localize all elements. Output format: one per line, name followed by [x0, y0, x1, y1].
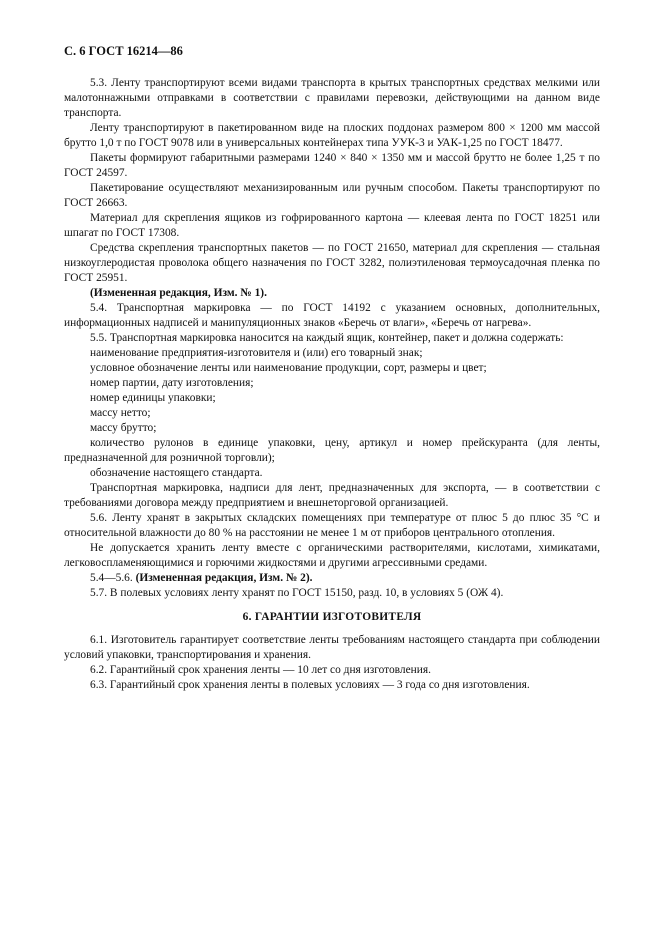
revision-note-2-text: (Измененная редакция, Изм. № 2).	[135, 572, 313, 584]
list-item: обозначение настоящего стандарта.	[90, 467, 263, 479]
paragraph-5-5: 5.5. Транспортная маркировка наносится на каждый ящик, контейнер, пакет и должна содержать:	[90, 332, 564, 344]
list-item: номер единицы упаковки;	[90, 392, 216, 404]
revision-note-1: (Измененная редакция, Изм. № 1).	[90, 287, 267, 299]
revision-note-2-prefix: 5.4—5.6.	[90, 572, 133, 584]
paragraph-6-1: 6.1. Изготовитель гарантирует соответствие ленты требованиям настоящего стандарта при соблюдении условий упаковки, транспортирования и хранения.	[64, 634, 600, 661]
paragraph-6-3: 6.3. Гарантийный срок хранения ленты в полевых условиях — 3 года со дня изготовления.	[90, 679, 530, 691]
list-item: условное обозначение ленты или наименование продукции, сорт, размеры и цвет;	[90, 362, 487, 374]
section-title-guarantees: 6. ГАРАНТИИ ИЗГОТОВИТЕЛЯ	[242, 611, 422, 623]
paragraph-export-marking: Транспортная маркировка, надписи для лент, предназначенных для экспорта, — в соответствии с требованиями договора между предприятием и внешнеторговой организацией.	[64, 482, 600, 509]
paragraph-5-4: 5.4. Транспортная маркировка — по ГОСТ 14192 с указанием основных, дополнительных, информационных надписей и манипуляционных знаков «Беречь от влаги», «Беречь от нагрева».	[64, 302, 600, 329]
paragraph-5-7: 5.7. В полевых условиях ленту хранят по ГОСТ 15150, разд. 10, в условиях 5 (ОЖ 4).	[90, 587, 504, 599]
paragraph-5-6: 5.6. Ленту хранят в закрытых складских помещениях при температуре от плюс 5 до плюс 35 °С и относительной влажности до 80 % на расстоянии не менее 1 м от приборов центрального отопления.	[64, 512, 600, 539]
list-item: массу нетто;	[90, 407, 151, 419]
paragraph-6-2: 6.2. Гарантийный срок хранения ленты — 10 лет со дня изготовления.	[90, 664, 431, 676]
paragraph-pallets: Ленту транспортируют в пакетированном виде на плоских поддонах размером 800 × 1200 мм массой брутто 1,0 т по ГОСТ 9078 или в универсальных контейнерах типа УУК-3 и УАК-1,25 по ГОСТ 18477.	[64, 122, 600, 149]
list-item: номер партии, дату изготовления;	[90, 377, 254, 389]
page-header: С. 6 ГОСТ 16214—86	[64, 44, 183, 58]
paragraph-packages: Пакеты формируют габаритными размерами 1240 × 840 × 1350 мм и массой брутто не более 1,25 т по ГОСТ 24597.	[64, 152, 600, 179]
paragraph-storage-restriction: Не допускается хранить ленту вместе с органическими растворителями, кислотами, химикатами, легковоспламеняющимися и горючими жидкостями и другими агрессивными средами.	[64, 542, 600, 569]
document-body	[64, 76, 600, 693]
list-item: количество рулонов в единице упаковки, цену, артикул и номер прейскуранта (для ленты, предназначенной для розничной торговли);	[64, 437, 600, 464]
paragraph-5-3: 5.3. Ленту транспортируют всеми видами транспорта в крытых транспортных средствах мелкими или малотоннажными отправками в соответствии с правилами перевозки, действующими на данном виде транспорта.	[64, 77, 600, 119]
paragraph-packaging-method: Пакетирование осуществляют механизированным или ручным способом. Пакеты транспортируют по ГОСТ 26663.	[64, 182, 600, 209]
paragraph-binding-material: Материал для скрепления ящиков из гофрированного картона — клеевая лента по ГОСТ 18251 или шпагат по ГОСТ 17308.	[64, 212, 600, 239]
list-item: массу брутто;	[90, 422, 157, 434]
list-item: наименование предприятия-изготовителя и (или) его товарный знак;	[90, 347, 423, 359]
paragraph-binding-means: Средства скрепления транспортных пакетов — по ГОСТ 21650, материал для скрепления — стальная низкоуглеродистая проволока общего назначения по ГОСТ 3282, полиэтиленовая термоусадочная пленка по ГОСТ 25951.	[64, 242, 600, 284]
revision-note-2	[64, 571, 600, 586]
